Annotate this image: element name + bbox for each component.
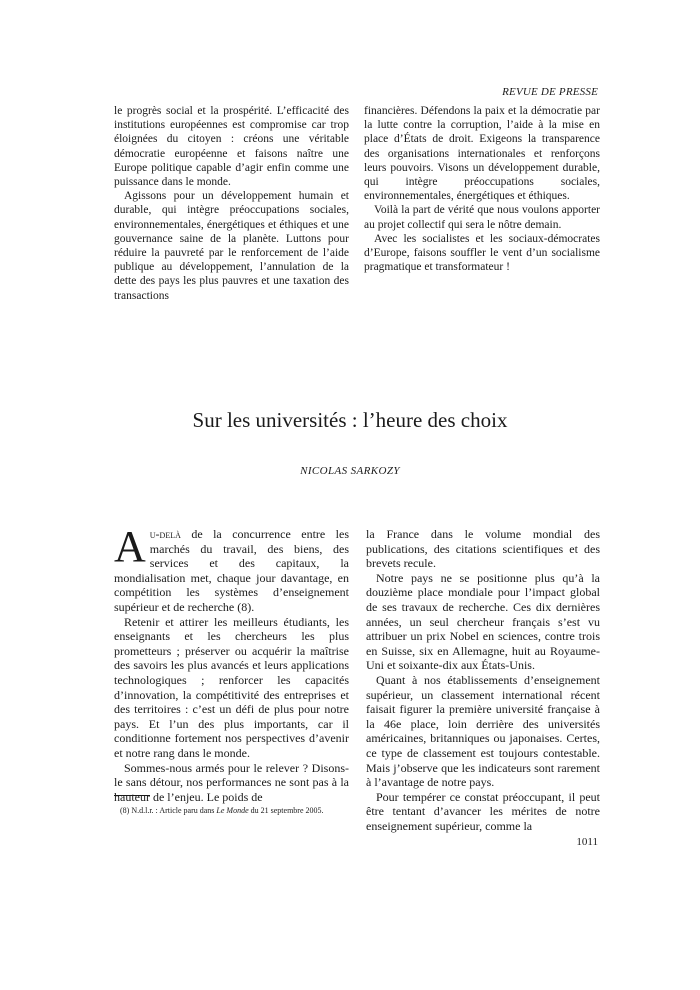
paragraph: Notre pays ne se positionne plus qu’à la douzième place mondiale pour l’impact global de ses travaux de recherche. Ces dix dernières années, un seul chercheur français s’est vu attribuer un prix Nobel en sciences, contre trois en Suisse, six en Allemagne, huit au Royaume-Uni et soixante-dix aux États-Unis. bbox=[366, 570, 600, 673]
paragraph: la France dans le volume mondial des publications, des citations scientifiques et des brevets recule. bbox=[366, 527, 600, 571]
footnote-source: Le Monde bbox=[216, 806, 249, 815]
footnote-divider bbox=[114, 795, 150, 796]
article-title: Sur les universités : l’heure des choix bbox=[192, 408, 508, 432]
article-left-column bbox=[114, 522, 349, 804]
first-paragraph-text: de la concurrence entre les marchés du travail, des biens, des services et des capitaux, la mondialisation met, chaque jour davantage, en compétition les systèmes d’enseignement supérieur et de recherche (8). bbox=[114, 527, 349, 614]
drop-cap: A bbox=[114, 522, 146, 571]
paragraph: Retenir et attirer les meilleurs étudiants, les enseignants et les chercheurs les plus prometteurs ; préserver ou acquérir la maîtrise des savoirs les plus avancés et leurs applications technologiques ; renforcer les capacités d’innovation, la compétitivité des entreprises et des territoires : c’est un défi de plus pour notre pays. Et l’un des plus importants, car il conditionne fortement nos perspectives d’avenir et notre rang dans le monde. bbox=[114, 614, 349, 760]
page-number: 1011 bbox=[576, 836, 598, 848]
previous-article-right-column bbox=[364, 104, 600, 274]
paragraph: Avec les socialistes et les sociaux-démocrates d’Europe, faisons souffler le vent d’un socialisme pragmatique et transformateur ! bbox=[364, 232, 600, 274]
running-head: REVUE DE PRESSE bbox=[502, 86, 598, 98]
article-author: NICOLAS SARKOZY bbox=[300, 465, 400, 477]
paragraph: Voilà la part de vérité que nous voulons apporter au projet collectif qui sera le nôtre demain. bbox=[364, 204, 600, 231]
paragraph: Pour tempérer ce constat préoccupant, il peut être tentant d’avancer les mérites de notre enseignement supérieur, comme la bbox=[366, 789, 600, 833]
first-paragraph bbox=[114, 522, 349, 615]
paragraph: financières. Défendons la paix et la démocratie par la lutte contre la corruption, l’aide à la mise en place d’États de droit. Exigeons la transparence des organisations internationales et renforçons leurs pouvoirs. Visons un développement durable, qui intègre préoccupations sociales, environnementales, énergétiques et éthiques. bbox=[364, 105, 600, 203]
lead-smallcaps: u-delà bbox=[149, 527, 181, 541]
paragraph: Sommes-nous armés pour le relever ? Disons-le sans détour, nos performances ne sont pas à la hauteur de l’enjeu. Le poids de bbox=[114, 760, 349, 804]
footnote-suffix: du 21 septembre 2005. bbox=[248, 806, 324, 815]
paragraph: Quant à nos établissements d’enseignement supérieur, un classement international récent faisait figurer la première université française à la 46e place, loin derrière des universités américaines, britanniques ou japonaises. Certes, ce type de classement est toujours contestable. Mais j’observe que les indicateurs sont rarement à l’avantage de notre pays. bbox=[366, 672, 600, 790]
previous-article-left-column bbox=[114, 104, 349, 303]
article-right-column bbox=[366, 527, 600, 833]
footnote-prefix: (8) N.d.l.r. : Article paru dans bbox=[120, 806, 217, 815]
paragraph: Agissons pour un développement humain et durable, qui intègre préoccupations sociales, environnementales, énergétiques et éthiques et une gouvernance saine de la planète. Luttons pour réduire la pauvreté par le renforcement de l’aide publique au développement, l’annulation de la dette des pays les plus pauvres et une taxation des transactions bbox=[114, 190, 349, 302]
paragraph: le progrès social et la prospérité. L’efficacité des institutions européennes est compromise car trop éloignées du citoyen : créons une véritable démocratie européenne et faisons naître une Europe politique capable d’agir enfin comme une puissance dans le monde. bbox=[114, 105, 349, 189]
footnote bbox=[120, 806, 324, 816]
